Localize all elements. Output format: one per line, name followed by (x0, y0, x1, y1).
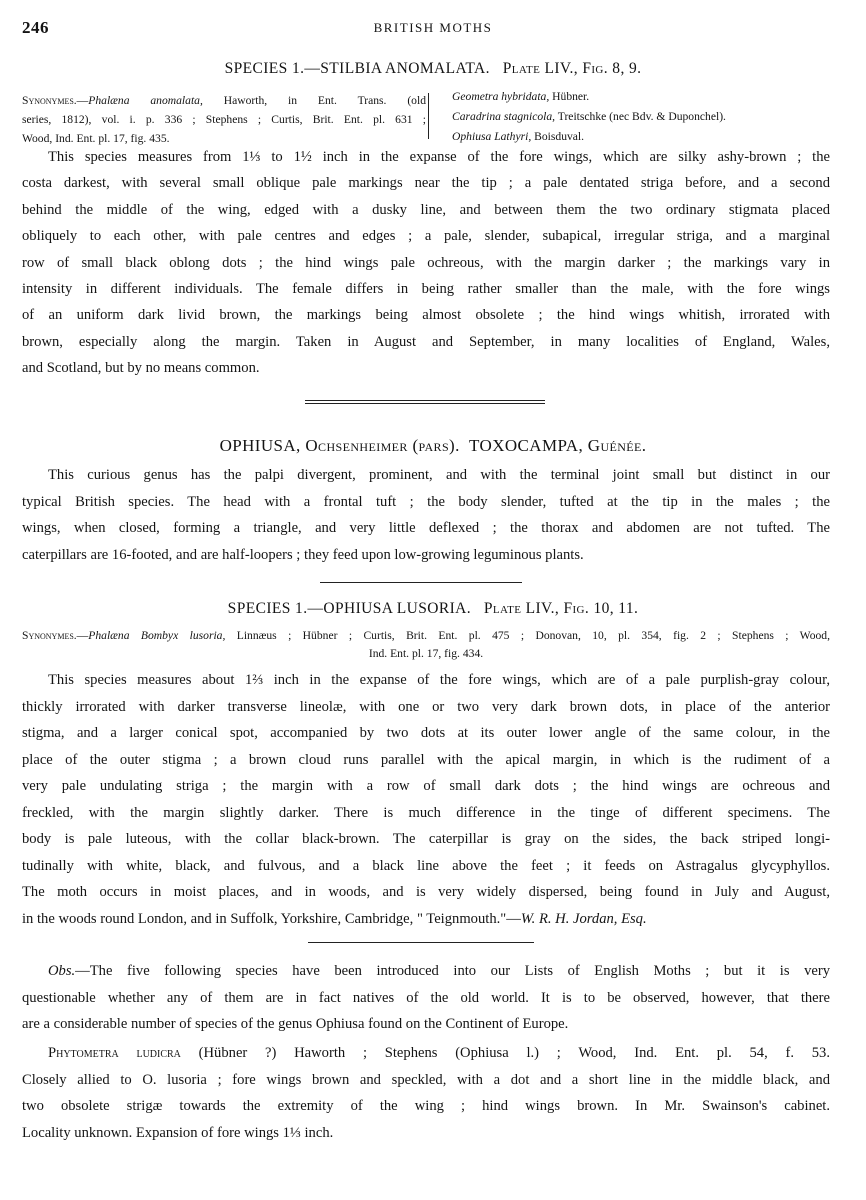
genus-title-toxocampa: TOXOCAMPA, (469, 436, 584, 455)
text-line: This species measures about 1⅔ inch in the expanse of the fore wings, which are of a pale purplish-gray colour, (48, 672, 830, 688)
section-rule-2 (308, 942, 534, 943)
text-line: caterpillars are 16-footed, and are half-loopers ; they feed upon low-growing leguminous plants. (22, 546, 584, 563)
text-line: place of the outer stigma ; a brown cloud runs parallel with the apical margin, in which is the rudiment of a (22, 751, 830, 768)
phytometra-line: two obsolete strigæ towards the extremity of the wing ; hind wings brown. In Mr. Swainson's cabinet. (22, 1098, 830, 1114)
text-line: row of small black oblong dots ; the hind wings pale ochreous, with the margin darker ; the markings vary in (22, 254, 830, 271)
phytometra-line: Locality unknown. Expansion of fore wings 1⅓ inch. (22, 1124, 334, 1141)
text-line: body is pale luteous, with the collar black-brown. The caterpillar is gray on the sides, the back striped longi- (22, 831, 830, 847)
synonym-ref: Treitschke (nec Bdv. & Duponchel). (555, 110, 726, 123)
species2-title-main: SPECIES 1.—OPHIUSA LUSORIA. (227, 600, 472, 617)
running-title: BRITISH MOTHS (373, 20, 493, 35)
species2-description (22, 667, 830, 932)
phytometra-line: (Hübner ?) Haworth ; Stephens (Ophiusa l.) ; Wood, Ind. Ent. pl. 54, f. 53. (180, 1045, 830, 1061)
species1-title-main: SPECIES 1.—STILBIA ANOMALATA. (224, 60, 490, 77)
text-line: of an uniform dark livid brown, the markings being almost obsolete ; the hind wings whitish, irrorated with (22, 307, 830, 324)
genus-description (22, 462, 830, 568)
synonym-name: Phalæna Bombyx lusoria, (88, 629, 226, 642)
species1-description (22, 144, 830, 382)
text-line: The moth occurs in moist places, and in woods, and is very widely dispersed, being found in July and August, (22, 884, 830, 900)
species2-title-plate: Plate LIV., Fig. 10, 11. (483, 600, 639, 617)
text-line: wings, when closed, forming a triangle, and very little deflexed ; the thorax and abdomen are not tufted. The (22, 520, 830, 536)
species2-synonyms (22, 627, 830, 663)
text-line: behind the middle of the wing, edged with a dusky line, and between them the two ordinary stigmata placed (22, 201, 830, 218)
author-credit: W. R. H. Jordan, Esq. (520, 910, 647, 927)
synonym-line: series, 1812), vol. i. p. 336 ; Stephens ; Curtis, Brit. Ent. pl. 631 ; (22, 113, 426, 126)
obs-paragraph (22, 958, 830, 1038)
text-line: tudinally with white, black, and fulvous, and a black line above the feet ; it feeds on Astragalus glycyphyllos. (22, 857, 830, 874)
text-line: This species measures from 1⅓ to 1½ inch in the expanse of the fore wings, which are silky ashy-brown ; the (48, 149, 830, 165)
section-rule (320, 582, 522, 583)
text-line (22, 906, 830, 933)
phytometra-line: Closely allied to O. lusoria ; fore wings brown and speckled, with a dot and a short line in the middle black, and (22, 1071, 830, 1088)
text-line: and Scotland, but by no means common. (22, 360, 260, 377)
page-number: 246 (22, 18, 49, 37)
genus-title-ophiusa: OPHIUSA, (219, 436, 301, 455)
species1-title-plate: Plate LIV., Fig. 8, 9. (502, 60, 642, 77)
synonym-name: Ophiusa Lathyri, (452, 130, 532, 143)
text-line: obliquely to each other, with pale centres and edges ; a pale, slender, subapical, irregular striga, and a marginal (22, 228, 830, 245)
obs-line: questionable whether any of them are in fact natives of the old world. It is to be observed, however, that there (22, 989, 830, 1006)
genus-title (0, 436, 866, 456)
synonym-ref: Linnæus ; Hübner ; Curtis, Brit. Ent. pl. 475 ; Donovan, 10, pl. 354, fig. 2 ; Stephens ; Wood, (225, 629, 830, 642)
phytometra-paragraph (22, 1040, 830, 1146)
synonym-ref: Haworth, in Ent. Trans. (old (202, 94, 426, 107)
synonymes-label: Synonymes.— (22, 94, 89, 107)
text-line: typical British species. The head with a frontal tuft ; the body slender, tufted at the tip in the males ; the (22, 493, 830, 510)
obs-line: —The five following species have been introduced into our Lists of English Moths ; but it is very (75, 963, 830, 979)
synonymes-label: Synonymes.— (22, 629, 89, 642)
species1-title (0, 60, 866, 78)
text-line: freckled, with the margin slightly darker. There is much difference in the tinge of different specimens. The (22, 804, 830, 821)
species1-synonyms-right (452, 87, 852, 147)
text-line: intensity in different individuals. The female differs in being rather smaller than the male, with the fore wings (22, 281, 830, 298)
synonym-divider (428, 93, 429, 139)
synonym-name: Phalæna anomalata, (88, 94, 203, 107)
synonym-ref: Boisduval. (531, 130, 585, 143)
species1-synonyms-left (22, 91, 426, 148)
section-double-rule (305, 400, 545, 404)
phytometra-name: Phytometra ludicra (48, 1045, 181, 1061)
text-line-content: in the woods round London, and in Suffolk, Yorkshire, Cambridge, " Teignmouth."— (22, 910, 521, 927)
text-line: thickly irrorated with darker transverse lineolæ, with one or two very dark brown dots, in place of the anterior (22, 698, 830, 715)
synonym-line: Wood, Ind. Ent. pl. 17, fig. 435. (22, 132, 170, 145)
text-line: stigma, and a larger conical spot, accompanied by two dots at its outer lower angle of the same colour, in the (22, 725, 830, 741)
genus-author-guenee: Guénée. (587, 436, 647, 455)
text-line: brown, especially along the margin. Taken in August and September, in many localities of England, Wales, (22, 333, 830, 350)
genus-author-ochsenheimer: Ochsenheimer (pars). (305, 436, 460, 455)
synonym-line: Ind. Ent. pl. 17, fig. 434. (368, 647, 484, 660)
species2-title (0, 600, 866, 618)
synonym-name: Caradrina stagnicola, (452, 110, 556, 123)
text-line: very pale undulating striga ; the margin with a row of small dark dots ; the hind wings are ochreous and (22, 778, 830, 794)
synonym-ref: Hübner. (549, 90, 590, 103)
obs-label: Obs. (48, 963, 76, 979)
text-line: This curious genus has the palpi divergent, prominent, and with the terminal joint small but distinct in our (48, 467, 830, 483)
obs-line: are a considerable number of species of the genus Ophiusa found on the Continent of Europe. (22, 1016, 569, 1032)
synonym-name: Geometra hybridata, (452, 90, 550, 103)
text-line: costa darkest, with several small oblique pale markings near the tip ; a pale dentated striga before, and a second (22, 175, 830, 192)
